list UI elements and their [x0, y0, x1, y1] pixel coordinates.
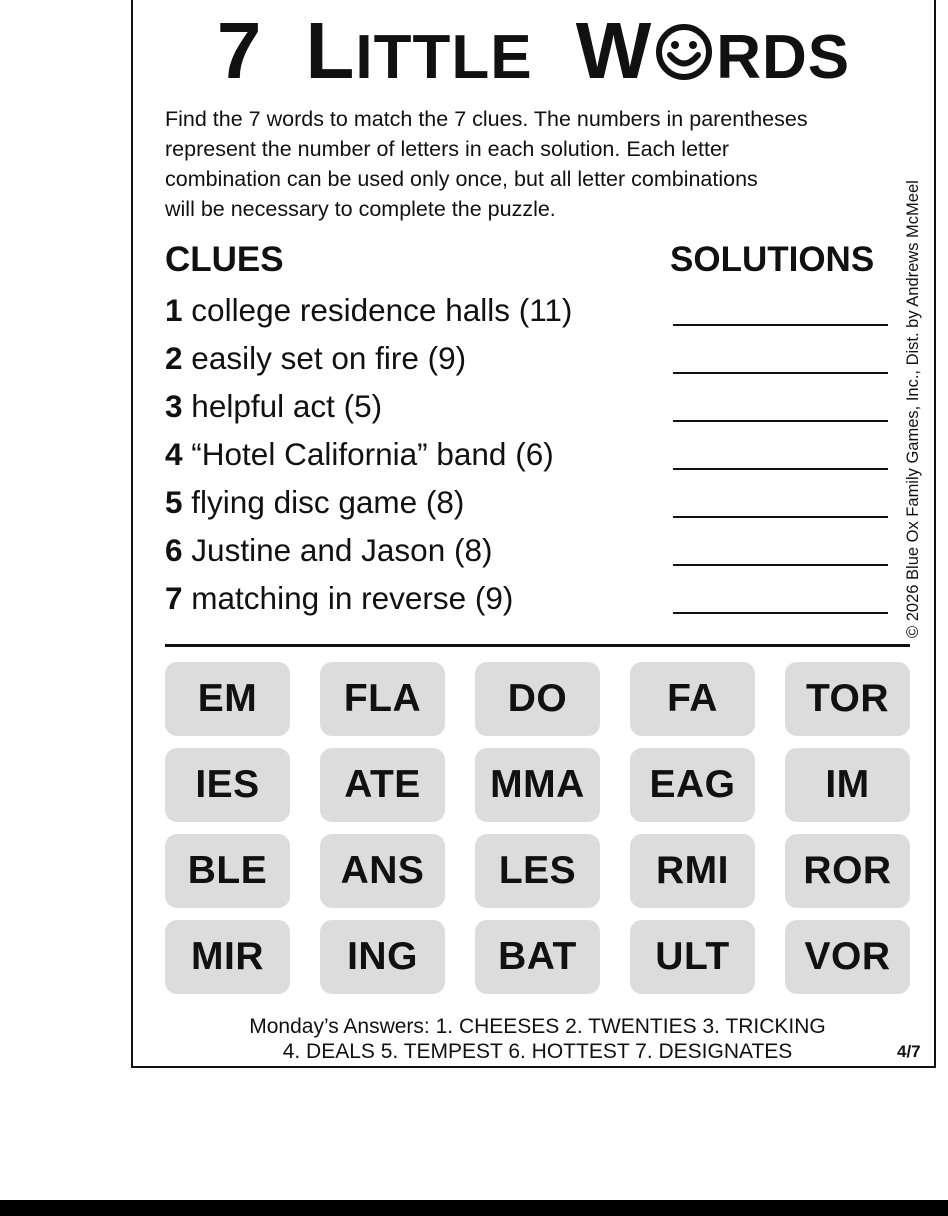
letter-tile[interactable]: VOR [785, 920, 910, 994]
solution-blank-3[interactable] [673, 420, 888, 422]
solution-blank-5[interactable] [673, 516, 888, 518]
puzzle-panel [131, 0, 936, 1068]
letter-tile[interactable]: TOR [785, 662, 910, 736]
clue-1 [165, 290, 572, 330]
clue-number: 2 [165, 340, 183, 376]
clue-text: easily set on fire (9) [191, 340, 467, 376]
clue-text: college residence halls (11) [191, 292, 573, 328]
letter-tile[interactable]: RMI [630, 834, 755, 908]
solution-blank-7[interactable] [673, 612, 888, 614]
letter-tile[interactable]: ATE [320, 748, 445, 822]
solutions-header: SOLUTIONS [670, 240, 875, 279]
title-initial-w: W [575, 6, 653, 95]
puzzle-date: 4/7 [897, 1042, 921, 1061]
letter-tile[interactable]: BAT [475, 920, 600, 994]
letter-tile[interactable]: LES [475, 834, 600, 908]
clue-text: helpful act (5) [191, 388, 383, 424]
title-number: 7 [216, 6, 263, 95]
instructions-line: Find the 7 words to match the 7 clues. The numbers in parentheses [165, 107, 808, 131]
title-word-little-rest: ITTLE [355, 23, 533, 92]
clue-number: 3 [165, 388, 183, 424]
letter-tile[interactable]: BLE [165, 834, 290, 908]
letter-tile[interactable]: EM [165, 662, 290, 736]
solution-blank-6[interactable] [673, 564, 888, 566]
clue-6 [165, 530, 492, 570]
letter-tile[interactable]: MMA [475, 748, 600, 822]
letter-tile[interactable]: ULT [630, 920, 755, 994]
copyright-credit: © 2026 Blue Ox Family Games, Inc., Dist. by Andrews McMeel [904, 180, 922, 638]
solution-blank-1[interactable] [673, 324, 888, 326]
clue-number: 1 [165, 292, 183, 328]
answers-line: Monday’s Answers: 1. CHEESES 2. TWENTIES 3. TRICKING [249, 1015, 826, 1038]
clue-text: “Hotel California” band (6) [191, 436, 554, 472]
previous-answers [165, 1014, 910, 1064]
solution-blank-4[interactable] [673, 468, 888, 470]
clues-header: CLUES [165, 240, 284, 279]
answers-line: 4. DEALS 5. TEMPEST 6. HOTTEST 7. DESIGNATES [282, 1040, 793, 1063]
instructions-line: will be necessary to complete the puzzle. [165, 197, 556, 221]
letter-tile[interactable]: FLA [320, 662, 445, 736]
smiley-icon [654, 22, 714, 82]
clue-4 [165, 434, 554, 474]
instructions-line: combination can be used only once, but all letter combinations [165, 167, 758, 191]
solution-blank-2[interactable] [673, 372, 888, 374]
letter-tile[interactable]: FA [630, 662, 755, 736]
clue-text: flying disc game (8) [191, 484, 465, 520]
clue-number: 6 [165, 532, 183, 568]
clue-number: 4 [165, 436, 183, 472]
letter-tile[interactable]: ING [320, 920, 445, 994]
clue-number: 7 [165, 580, 183, 616]
puzzle-title [133, 8, 934, 101]
letter-tile[interactable]: ROR [785, 834, 910, 908]
bottom-bar [0, 1200, 948, 1216]
title-word-words-rest: RDS [716, 23, 851, 92]
clue-number: 5 [165, 484, 183, 520]
letter-tiles-grid [165, 662, 910, 994]
letter-tile[interactable]: MIR [165, 920, 290, 994]
divider [165, 644, 910, 647]
clue-2 [165, 338, 466, 378]
instructions-line: represent the number of letters in each solution. Each letter [165, 137, 730, 161]
clue-7 [165, 578, 513, 618]
instructions [165, 104, 925, 224]
letter-tile[interactable]: IM [785, 748, 910, 822]
clue-5 [165, 482, 464, 522]
clue-3 [165, 386, 382, 426]
clue-text: matching in reverse (9) [191, 580, 514, 616]
clue-text: Justine and Jason (8) [191, 532, 493, 568]
letter-tile[interactable]: EAG [630, 748, 755, 822]
letter-tile[interactable]: DO [475, 662, 600, 736]
letter-tile[interactable]: ANS [320, 834, 445, 908]
title-initial-l: L [305, 6, 356, 95]
letter-tile[interactable]: IES [165, 748, 290, 822]
